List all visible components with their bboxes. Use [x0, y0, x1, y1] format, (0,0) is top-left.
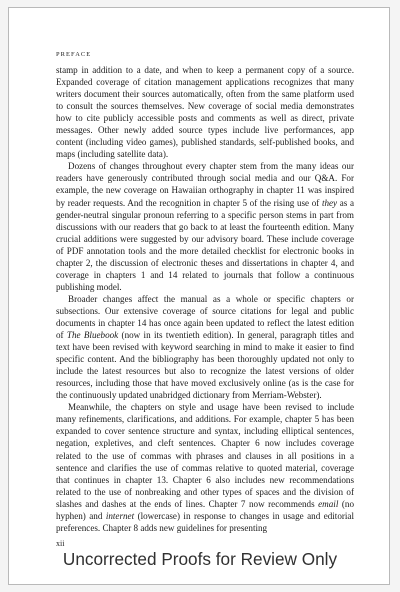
- book-page: [8, 7, 390, 585]
- paragraph-text: (now in its twentieth edition). In general, paragraph titles and text have been revised with keyword searching in mind to make it easier to find specific content. And the bibliography has been thoroughly updated not only to include the latest resources but also to recognize the latest versions of older resources, including those that have moved exclusively online (as is the case for the continuously updated unabridged dictionary from Merriam-Webster).: [56, 330, 354, 401]
- italic-term: email: [318, 498, 339, 509]
- paragraph-text: as a gender-neutral singular pronoun referring to a specific person stems in part from discussions with our readers that go back to at least the fourteenth edition. Many crucial additions were suggested by our advisory board. These include coverage of PDF annotation tools and the more detailed checklist for electronic books in chapter 2, the discussion of electronic theses and dissertations in chapter 4, and coverage in chapters 1 and 14 related to journals that follow a continuous publishing model.: [56, 197, 354, 292]
- italic-term: The Bluebook: [66, 330, 119, 341]
- paragraph-text: Meanwhile, the chapters on style and usage have been revised to include many refinements, clarifications, and additions. For example, chapter 5 has been expanded to cover sentence structure and syntax, including elliptical sentences, negation, expletives, and cleft sentences. Chapter 6 now includes coverage related to the use of commas with phrases and clauses in all positions in a sentence and clarifies the use of commas relative to quoted material, coverage that continues in chapter 13. Chapter 6 also includes new recommendations related to the use of nonbreaking and other types of spaces and the division of slashes and dashes at the ends of lines. Chapter 7 now recommends: [56, 402, 354, 509]
- paragraph-text: (lowercase) in response to changes in usage and editorial preferences. Chapter 8 adds new guidelines for presenting: [56, 510, 354, 533]
- page-number: xii: [56, 539, 65, 548]
- proof-watermark: Uncorrected Proofs for Review Only: [62, 549, 338, 569]
- body-text: [56, 64, 354, 534]
- paragraph-text: Dozens of changes throughout every chapter stem from the many ideas our readers have generously contributed through social media and our Q&A. For example, the new coverage on Hawaiian orthography in chapter 11 was inspired by reader requests. And the recognition in chapter 5 of the rising use of: [56, 161, 354, 208]
- body-paragraph: [56, 64, 354, 160]
- body-paragraph: [56, 401, 354, 534]
- body-paragraph: [56, 160, 354, 293]
- italic-term: internet: [105, 510, 135, 521]
- paragraph-text: Broader changes affect the manual as a whole or specific chapters or subsections. Our extensive coverage of source citations for legal and public documents in chapter 14 has once again been updated to reflect the latest edition of: [56, 293, 354, 341]
- body-paragraph: [56, 293, 354, 401]
- running-head: PREFACE: [56, 51, 92, 58]
- italic-term: they: [321, 197, 338, 208]
- paragraph-text: stamp in addition to a date, and when to keep a permanent copy of a source. Expanded coverage of citation management applications recognizes that many writers document their sources automatically, often from the same platform used to consult the sources themselves. New coverage of social media demonstrates how to cite publicly accessible posts and comments as well as direct, private messages. Other newly added source types include live performances, app content (including video games), published standards, self-published books, and maps (including satellite data).: [56, 65, 354, 160]
- paragraph-text: (no hyphen) and: [56, 498, 354, 521]
